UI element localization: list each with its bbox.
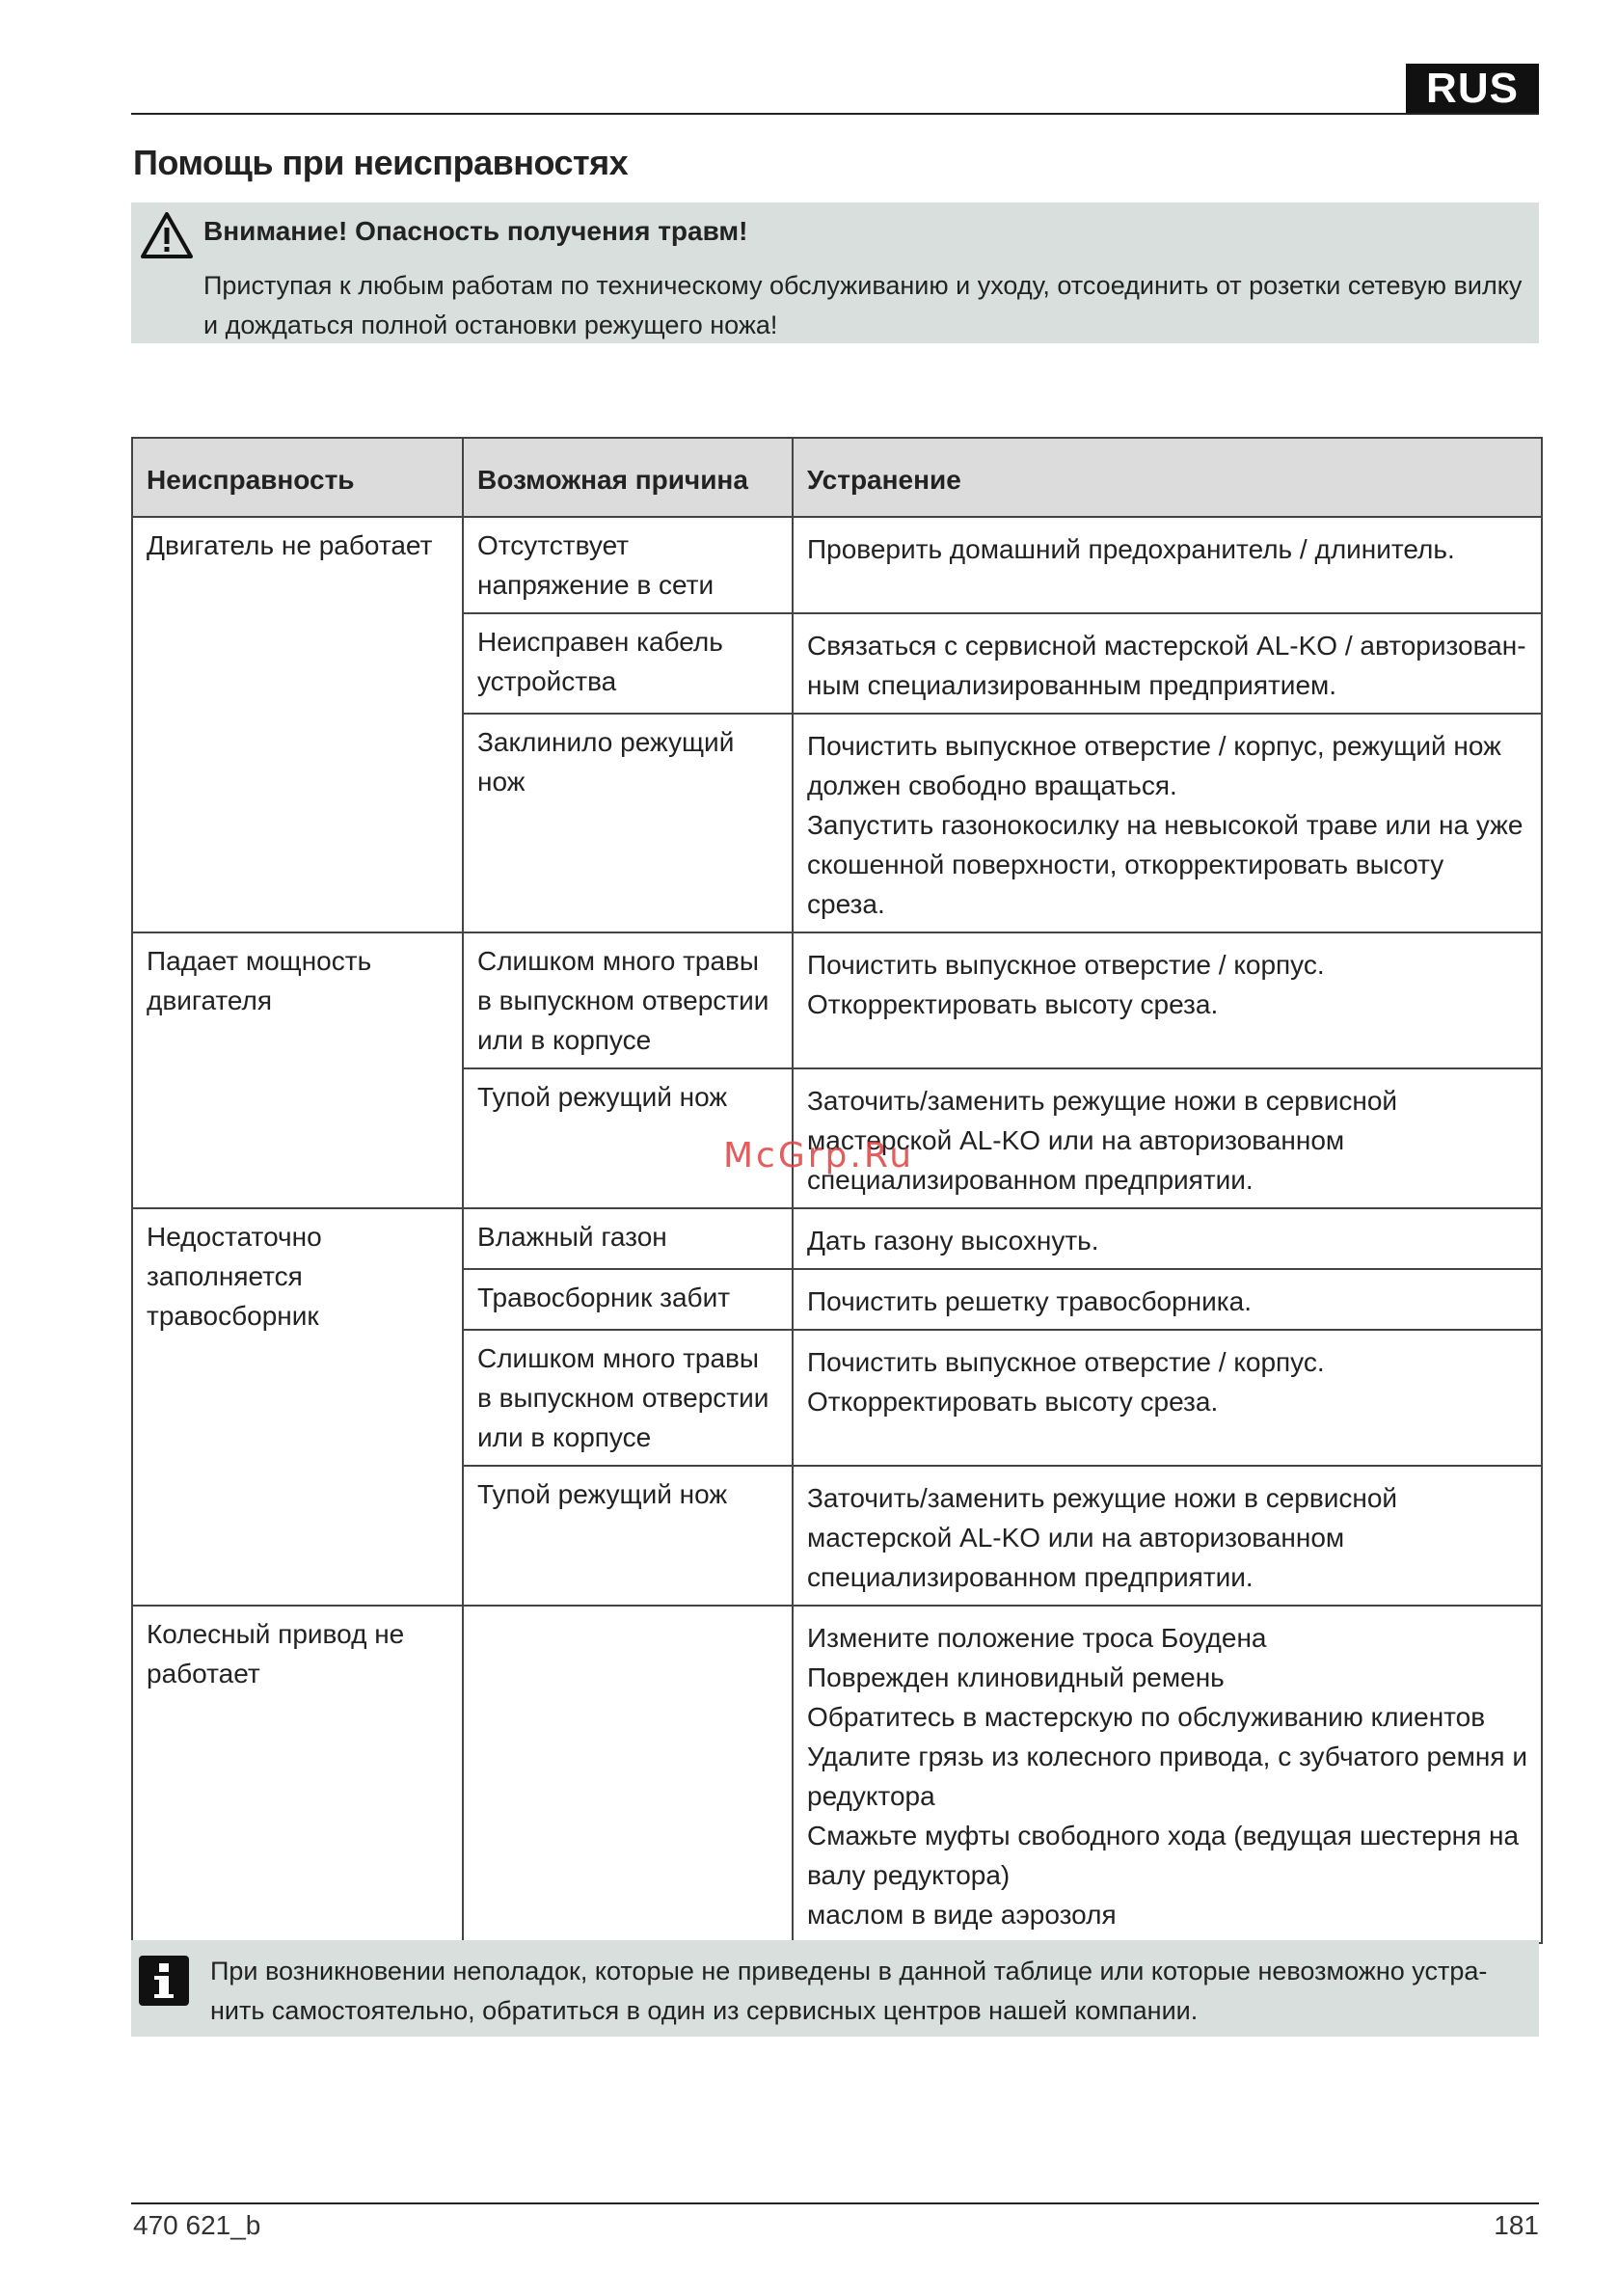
solution-line: Проверить домашний предохранитель / длинитель. bbox=[807, 534, 1455, 564]
solution-cell bbox=[793, 1466, 1542, 1606]
solution-line: Почистить выпускное отверстие / корпус. bbox=[807, 1347, 1325, 1377]
solution-line: Откорректировать высоту среза. bbox=[807, 989, 1219, 1019]
header-cause: Возможная причина bbox=[463, 438, 793, 517]
solution-line: Почистить решетку травосборника. bbox=[807, 1286, 1252, 1316]
solution-line: маслом в виде аэрозоля bbox=[807, 1900, 1117, 1930]
solution-line: Запустить газонокосилку на невысокой траве или на уже скошенной поверхности, откорректировать высоту среза. bbox=[807, 810, 1524, 919]
solution-cell bbox=[793, 613, 1542, 714]
solution-cell bbox=[793, 1330, 1542, 1466]
cause-cell: Травосборник забит bbox=[463, 1269, 793, 1330]
solution-line: Смажьте муфты свободного хода (ведущая шестерня на валу редуктора) bbox=[807, 1821, 1520, 1890]
fault-cell: Двигатель не работает bbox=[132, 517, 463, 932]
cause-cell: Влажный газон bbox=[463, 1208, 793, 1269]
solution-cell bbox=[793, 1208, 1542, 1269]
troubleshooting-table bbox=[131, 437, 1543, 1944]
solution-line: Заточить/заменить режущие ножи в сервисной мастерской AL-KO или на авторизованном специализированном предприятии. bbox=[807, 1483, 1398, 1592]
document-code: 470 621_b bbox=[133, 2210, 261, 2240]
cause-cell: Слишком много травы в выпускном отверстии или в корпусе bbox=[463, 1330, 793, 1466]
header-solution: Устранение bbox=[793, 438, 1542, 517]
cause-cell: Неисправен кабель устройства bbox=[463, 613, 793, 714]
watermark: McGrp.Ru bbox=[723, 1136, 915, 1175]
warning-text: Приступая к любым работам по техническому обслуживанию и уходу, отсоединить от розетки сетевую вилку и дождаться полной остановки режущего ножа! bbox=[203, 271, 1523, 339]
solution-line: Почистить выпускное отверстие / корпус, режущий нож должен свободно вращаться. bbox=[807, 731, 1501, 800]
fault-cell: Падает мощность двигателя bbox=[132, 932, 463, 1208]
solution-cell bbox=[793, 932, 1542, 1068]
cause-cell: Тупой режущий нож bbox=[463, 1466, 793, 1606]
language-badge: RUS bbox=[1406, 64, 1539, 114]
cause-cell bbox=[463, 1606, 793, 1943]
solution-line: Связаться с сервисной мастерской AL-KO / авторизован-ным специализированным предприятием. bbox=[807, 631, 1526, 700]
fault-cell: Недостаточно заполняется травосборник bbox=[132, 1208, 463, 1606]
solution-cell bbox=[793, 1269, 1542, 1330]
solution-cell bbox=[793, 714, 1542, 932]
warning-title: Внимание! Опасность получения травм! bbox=[203, 216, 748, 246]
table-row bbox=[132, 1208, 1542, 1269]
solution-line: Удалите грязь из колесного привода, с зубчатого ремня и редуктора bbox=[807, 1742, 1527, 1811]
solution-line: Измените положение троса Боудена bbox=[807, 1623, 1267, 1653]
solution-line: Дать газону высохнуть. bbox=[807, 1226, 1099, 1256]
solution-line: Почистить выпускное отверстие / корпус. bbox=[807, 950, 1325, 980]
page-number: 181 bbox=[1494, 2210, 1539, 2240]
table-row bbox=[132, 1606, 1542, 1943]
info-box bbox=[131, 1940, 1539, 2037]
solution-cell bbox=[793, 1606, 1542, 1943]
page-title: Помощь при неисправностях bbox=[133, 143, 629, 182]
header-fault: Неисправность bbox=[132, 438, 463, 517]
warning-triangle-icon bbox=[139, 210, 195, 260]
header-rule bbox=[131, 113, 1539, 115]
solution-line: Откорректировать высоту среза. bbox=[807, 1387, 1219, 1417]
info-text: При возникновении неполадок, которые не приведены в данной таблице или которые невозможно устра-нить самостоятельно, обратиться в один из сервисных центров нашей компании. bbox=[210, 1957, 1488, 2025]
solution-line: Обратитесь в мастерскую по обслуживанию клиентов bbox=[807, 1702, 1486, 1732]
info-icon bbox=[139, 1956, 189, 2006]
fault-cell: Колесный привод не работает bbox=[132, 1606, 463, 1943]
table-row bbox=[132, 517, 1542, 613]
solution-cell bbox=[793, 517, 1542, 613]
solution-line: Поврежден клиновидный ремень bbox=[807, 1662, 1225, 1692]
footer-rule bbox=[131, 2202, 1539, 2204]
cause-cell: Заклинило режущий нож bbox=[463, 714, 793, 932]
table-row bbox=[132, 932, 1542, 1068]
cause-cell: Слишком много травы в выпускном отверстии или в корпусе bbox=[463, 932, 793, 1068]
table-header-row bbox=[132, 438, 1542, 517]
cause-cell: Тупой режущий нож bbox=[463, 1068, 793, 1208]
warning-box bbox=[131, 203, 1539, 343]
cause-cell: Отсутствует напряжение в сети bbox=[463, 517, 793, 613]
solution-line: Заточить/заменить режущие ножи в сервисной мастерской AL-KO или на авторизованном специализированном предприятии. bbox=[807, 1086, 1398, 1195]
